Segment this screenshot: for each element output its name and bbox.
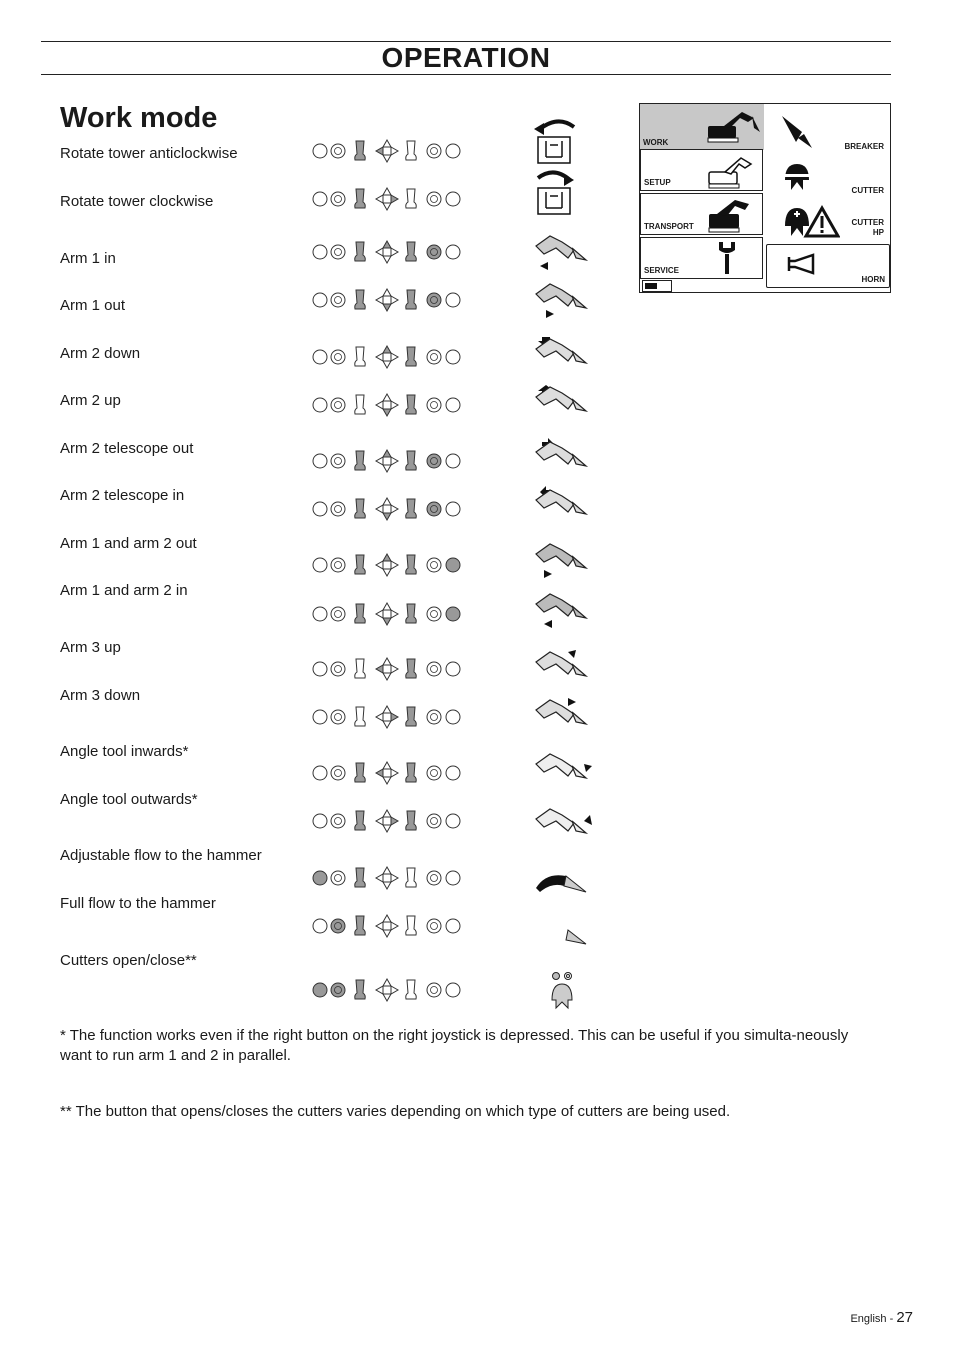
rotate-cw-icon: [528, 166, 596, 228]
cutter-icon: [780, 160, 814, 194]
control-diagram: [310, 449, 465, 473]
control-diagram: [310, 345, 465, 369]
tool-out-icon: [528, 805, 596, 867]
control-diagram: [310, 393, 465, 417]
function-label: Adjustable flow to the hammer: [60, 847, 262, 864]
control-diagram: [310, 657, 465, 681]
menu-display: [639, 103, 891, 293]
function-label: Arm 3 up: [60, 639, 121, 656]
control-diagram: [310, 761, 465, 785]
tool-label-cutter-hp-line2: HP: [872, 228, 884, 237]
hammer-full-icon: [528, 912, 596, 974]
menu-tab-setup: [640, 149, 763, 191]
note-parallel: * The function works even if the right button on the right joystick is depressed. This can be useful if you simulta-neously want to run arm 1 and 2 in parallel.: [60, 1027, 849, 1064]
tool-in-icon: [528, 750, 596, 812]
control-diagram: [310, 978, 465, 1002]
control-diagram: [310, 240, 465, 264]
tool-label-cutter: CUTTER: [851, 186, 884, 195]
tool-label-breaker: BREAKER: [844, 142, 884, 151]
horn-icon: [787, 253, 817, 275]
function-label: Angle tool inwards*: [60, 743, 189, 760]
function-label: Rotate tower clockwise: [60, 193, 214, 210]
function-label: Full flow to the hammer: [60, 895, 216, 912]
footer-language: English -: [850, 1313, 897, 1325]
arm12-in-icon: [528, 590, 596, 652]
function-label: Rotate tower anticlockwise: [60, 145, 238, 162]
page-footer: [850, 1309, 913, 1326]
function-label: Arm 2 telescope out: [60, 440, 194, 457]
control-diagram: [310, 497, 465, 521]
battery-icon: [642, 280, 672, 292]
menu-tab-transport: [640, 193, 763, 235]
page-number: 27: [896, 1309, 913, 1326]
control-diagram: [310, 187, 465, 211]
control-diagram: [310, 705, 465, 729]
work-excavator-icon: [704, 106, 764, 146]
control-diagram: [310, 809, 465, 833]
tool-label-horn: HORN: [861, 275, 885, 284]
control-diagram: [310, 139, 465, 163]
function-label: Arm 2 up: [60, 392, 121, 409]
function-label: Arm 1 in: [60, 250, 116, 267]
function-label: Arm 1 and arm 2 in: [60, 582, 188, 599]
control-diagram: [310, 866, 465, 890]
transport-excavator-icon: [705, 196, 761, 234]
function-label: Angle tool outwards*: [60, 791, 198, 808]
function-label: Arm 2 down: [60, 345, 141, 362]
menu-tab-label: SETUP: [644, 178, 671, 187]
header-rule-bottom: [41, 74, 891, 75]
section-title: OPERATION: [381, 42, 551, 73]
function-label: Arm 1 out: [60, 297, 126, 314]
function-label: Arm 1 and arm 2 out: [60, 535, 197, 552]
control-diagram: [310, 288, 465, 312]
menu-tab-work: [640, 104, 764, 150]
wrench-icon: [715, 240, 739, 276]
breaker-icon: [776, 112, 816, 152]
arm2-up-icon: [528, 383, 596, 445]
control-diagram: [310, 553, 465, 577]
telescope-in-icon: [528, 486, 596, 548]
menu-tab-service: [640, 237, 763, 279]
function-label: Cutters open/close**: [60, 952, 197, 969]
function-label: Arm 2 telescope in: [60, 487, 185, 504]
menu-tab-label: SERVICE: [644, 266, 679, 275]
menu-tab-label: TRANSPORT: [644, 222, 694, 231]
tool-label-cutter-hp-line1: CUTTER: [851, 218, 884, 227]
horn-box: [766, 244, 890, 288]
control-diagram: [310, 914, 465, 938]
cutter-hp-icon: [780, 202, 840, 242]
control-diagram: [310, 602, 465, 626]
arm3-down-icon: [528, 696, 596, 758]
page-title: Work mode: [60, 102, 218, 134]
function-label: Arm 3 down: [60, 687, 141, 704]
tool-label-cutter-hp: [852, 218, 884, 238]
menu-tab-label: WORK: [643, 138, 669, 147]
note-cutters: ** The button that opens/closes the cutters varies depending on which type of cutters are being used.: [60, 1103, 731, 1120]
arm1-out-icon: [528, 280, 596, 342]
cutters-icon: [528, 966, 596, 1028]
setup-excavator-icon: [705, 152, 761, 190]
